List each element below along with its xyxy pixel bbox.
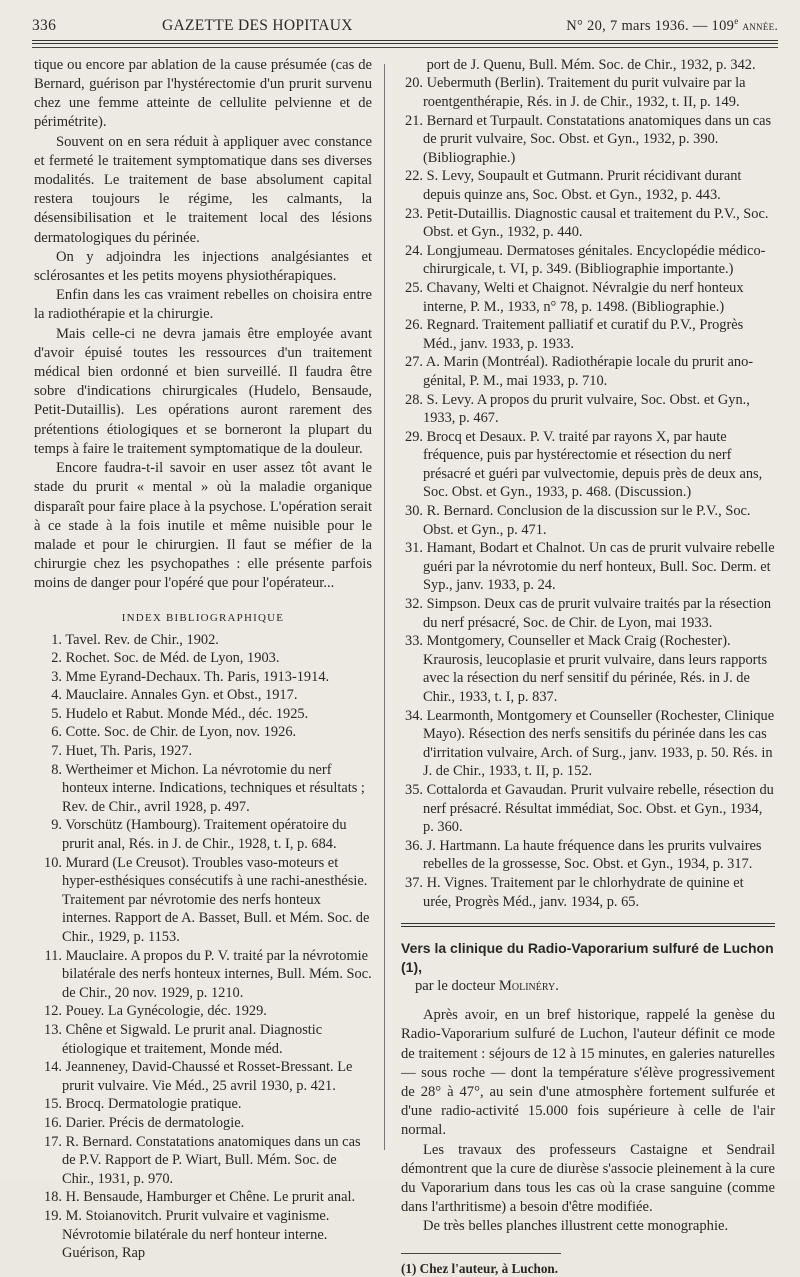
reference-item <box>34 668 372 687</box>
reference-number: 23. <box>405 205 423 222</box>
reference-text: Wertheimer et Michon. La névrotomie du nerf honteux interne. Indications, techniques et résultats ; Rev. de Chir., avril 1928, p. 497. <box>62 761 365 815</box>
reference-number: 12. <box>44 1003 62 1020</box>
reference-text: Huet, Th. Paris, 1927. <box>65 743 193 760</box>
header-double-rule <box>32 40 778 44</box>
reference-text: Petit-Dutaillis. Diagnostic causal et traitement du P.V., Soc. Obst. et Gyn., 1932, p. 440. <box>423 205 769 241</box>
reference-text: Tavel. Rev. de Chir., 1902. <box>65 631 219 648</box>
reference-item <box>34 816 372 853</box>
paragraph: Après avoir, en un bref historique, rappelé la genèse du Radio-Vaporarium sulfuré de Luchon, l'auteur définit ce mode de traitement : séjours de 12 à 15 minutes, en galeries naturelles — sous roche — dont la température s'élève progressivement de 28° à 47°, au sein d'une atmosphère fortement sulfurée et d'une radio-activité 15.000 fois supérieure à celle de l'air normal. <box>401 1007 775 1139</box>
reference-item <box>401 837 775 874</box>
reference-number: 37. <box>405 874 423 891</box>
reference-text: Murard (Le Creusot). Troubles vaso-moteurs et hyper-esthésiques consécutifs à une rachi-anesthésie. Traitement par névrotomie des nerfs honteux internes. Rapport de A. Basset, Bull. et Mém. Soc. de Chir., 1929, p. 1153. <box>62 854 370 946</box>
reference-number: 16. <box>44 1114 62 1131</box>
reference-number: 7. <box>51 743 62 760</box>
reference-number: 18. <box>44 1189 62 1206</box>
article-author <box>401 977 775 996</box>
left-column <box>32 56 384 1262</box>
footnote-rule <box>401 1253 561 1254</box>
reference-number: 5. <box>51 705 62 722</box>
reference-number: 3. <box>51 668 62 685</box>
reference-number: 4. <box>51 687 62 704</box>
issue-year-word: année. <box>742 17 778 33</box>
reference-item <box>401 632 775 706</box>
reference-number: 13. <box>44 1021 62 1038</box>
reference-text: Brocq et Desaux. P. V. traité par rayons X, par haute fréquence, puis par hystérectomie et résection du nerf présacré et guéri par vulvectomie, depuis près de deux ans, Soc. Obst. et Gyn., 1933, p. 468. (Discussion.) <box>423 428 763 501</box>
reference-text: R. Bernard. Constatations anatomiques dans un cas de P.V. Rapport de P. Wiart, Bull. Mém. Soc. de Chir., 1931, p. 970. <box>62 1133 361 1187</box>
reference-item <box>34 947 372 1003</box>
reference-number: 10. <box>44 854 62 871</box>
reference-item <box>401 353 775 390</box>
paragraph: Enfin dans les cas vraiment rebelles on choisira entre la radiothérapie et la chirurgie. <box>34 287 372 323</box>
reference-number: 26. <box>405 317 423 334</box>
author-prefix: par le docteur <box>415 978 496 995</box>
reference-item <box>34 742 372 761</box>
reference-number: 35. <box>405 781 423 798</box>
right-column <box>385 56 775 1276</box>
reference-item <box>401 707 775 781</box>
reference-number: 1. <box>51 631 62 648</box>
reference-text: A. Marin (Montréal). Radiothérapie locale du prurit ano-génital, P. M., mai 1933, p. 710. <box>423 354 754 389</box>
reference-item <box>34 1207 372 1263</box>
reference-text: Jeanneney, David-Chaussé et Rosset-Bressant. Le prurit vulvaire. Vie Méd., 25 avril 1930, p. 421. <box>62 1059 353 1094</box>
article-separator <box>401 923 775 927</box>
reference-number: 28. <box>405 391 423 408</box>
page-header <box>32 16 778 38</box>
reference-item <box>401 74 775 111</box>
reference-text: Mauclaire. Annales Gyn. et Obst., 1917. <box>65 687 298 704</box>
reference-item <box>401 391 775 428</box>
reference-item <box>401 56 775 75</box>
reference-number: 25. <box>405 279 423 296</box>
paragraph: De très belles planches illustrent cette monographie. <box>423 1218 729 1235</box>
reference-item <box>34 631 372 650</box>
reference-text: H. Vignes. Traitement par le chlorhydrate de quinine et urée, Progrès Méd., janv. 1934, p. 65. <box>423 874 744 910</box>
reference-text: S. Levy, Soupault et Gutmann. Prurit récidivant durant depuis quinze ans, Soc. Obst. et Gyn., 1932, p. 443. <box>423 168 742 203</box>
reference-text: Cottalorda et Gavaudan. Prurit vulvaire rebelle, résection du nerf présacré. Résultat immédiat, Soc. Obst. et Gyn., 1934, p. 360. <box>423 781 774 836</box>
reference-item <box>34 1114 372 1133</box>
paragraph: On y adjoindra les injections analgésiantes et sclérosantes et les petits moyens physiothérapiques. <box>34 248 372 285</box>
reference-text: S. Levy. A propos du prurit vulvaire, Soc. Obst. et Gyn., 1933, p. 467. <box>423 391 750 427</box>
reference-number: 30. <box>405 503 423 520</box>
reference-item <box>401 279 775 316</box>
reference-item <box>401 781 775 837</box>
reference-item <box>34 1058 372 1095</box>
paragraph: Souvent on en sera réduit à appliquer avec constance et fermeté le traitement symptomatique dans ses diverses modalités. Le traitement de base absolument capital restera toujours le régime, les calmants, la désensibilisation et le traitement local des lésions dermatologiques du périnée. <box>34 133 372 246</box>
issue-line <box>566 16 778 35</box>
reference-text: Montgomery, Counseller et Mack Craig (Rochester). Kraurosis, leucoplasie et prurit vulvaire, dans leurs rapports avec la résection du nerf sensitif du périnée, Rés. in J. de Chir., 1933, t. I, p. 837. <box>423 633 768 706</box>
reference-number: 36. <box>405 837 423 854</box>
reference-text: Chavany, Welti et Chaignot. Névralgie du nerf honteux interne, P. M., 1933, n° 78, p. 1498. (Bibliographie.) <box>423 279 744 315</box>
reference-text: Bernard et Turpault. Constatations anatomiques dans un cas de prurit vulvaire, Soc. Obst. et Gyn., 1932, p. 390. (Bibliographie.) <box>423 112 772 166</box>
reference-text: Mme Eyrand-Dechaux. Th. Paris, 1913-1914. <box>65 668 330 685</box>
reference-number: 21. <box>405 112 423 129</box>
reference-text: Chêne et Sigwald. Le prurit anal. Diagnostic étiologique et traitement, Monde méd. <box>62 1021 323 1057</box>
reference-number: 32. <box>405 596 423 613</box>
reference-text: Uebermuth (Berlin). Traitement du purit vulvaire par la roentgenthérapie, Rés. in J. de Chir., 1932, t. II, p. 149. <box>423 75 746 111</box>
reference-text: Longjumeau. Dermatoses génitales. Encyclopédie médico-chirurgicale, t. VI, p. 349. (Bibliographie importante.) <box>423 242 766 278</box>
reference-item <box>34 854 372 947</box>
reference-text: Vorschütz (Hambourg). Traitement opératoire du prurit anal, Rés. in J. de Chir., 1928, t. I, p. 684. <box>62 817 347 853</box>
reference-number: 9. <box>51 817 62 834</box>
paragraph: Les travaux des professeurs Castaigne et Sendrail démontrent que la cure de diurèse s'associe pleinement à la cure du Vaporarium dans tous les cas où la crase sanguine (comme dans l'arthritisme) a besoin d'être modifiée. <box>401 1141 775 1216</box>
article-title: Vers la clinique du Radio-Vaporarium sulfuré de Luchon (1), <box>401 940 774 976</box>
reference-item <box>401 316 775 353</box>
reference-text: Cotte. Soc. de Chir. de Lyon, nov. 1926. <box>65 724 297 741</box>
reference-text: Darier. Précis de dermatologie. <box>65 1114 245 1131</box>
reference-item <box>401 595 775 632</box>
reference-text: Hamant, Bodart et Chalnot. Un cas de prurit vulvaire rebelle guéri par la névrotomie du nerf honteux, Bull. Soc. Derm. et Syp., janv. 1933, p. 24. <box>423 540 775 594</box>
reference-item <box>401 167 775 204</box>
reference-item <box>34 723 372 742</box>
reference-text: H. Bensaude, Hamburger et Chêne. Le prurit anal. <box>65 1189 356 1206</box>
author-name: Molinéry. <box>498 978 559 995</box>
reference-number: 22. <box>405 168 423 185</box>
reference-text: Regnard. Traitement palliatif et curatif du P.V., Progrès Méd., janv. 1933, p. 1933. <box>423 317 744 352</box>
reference-number: 14. <box>44 1059 62 1076</box>
reference-text: R. Bernard. Conclusion de la discussion sur le P.V., Soc. Obst. et Gyn., p. 471. <box>423 503 751 538</box>
reference-text: Brocq. Dermatologie pratique. <box>65 1096 242 1113</box>
reference-item <box>34 705 372 724</box>
reference-item <box>34 686 372 705</box>
reference-text: Rochet. Soc. de Méd. de Lyon, 1903. <box>65 650 280 667</box>
reference-item <box>401 112 775 168</box>
paragraph: tique ou encore par ablation de la cause présumée (cas de Bernard, guérison par l'hystérectomie d'un prurit survenu chez une femme atteinte de cellulite pelvienne et de périmétrite). <box>34 56 372 131</box>
reference-number: 33. <box>405 633 423 650</box>
reference-number: 15. <box>44 1096 62 1113</box>
reference-item <box>34 1188 372 1207</box>
reference-text: Mauclaire. A propos du P. V. traité par la névrotomie bilatérale des nerfs honteux internes, Bull. Mém. Soc. de Chir., 20 nov. 1929, p. 1210. <box>62 947 372 1001</box>
reference-number: 34. <box>405 707 423 724</box>
reference-number: 19. <box>44 1207 62 1224</box>
paragraph: Mais celle-ci ne devra jamais être employée avant d'avoir épuisé toutes les ressources d'un traitement médical bien ordonné et bien surveillé. Il faudra être sobre d'indications chirurgicales (Hudelo, Bensaude, Petit-Dutaillis). Les opérations auront rarement des prétentions étiologiques et se borneront la plupart du temps à faire le traitement symptomatique de la douleur. <box>34 325 372 457</box>
reference-item <box>401 242 775 279</box>
paragraph: Encore faudra-t-il savoir en user assez tôt avant le stade du prurit « mental » où la maladie organique disparaît pour faire place à la psychose. L'opération serait à ce stade à la fois inutile et même nuisible pour le malade et pour le chirurgien. Il faut se méfier de la chirurgie chez les psychopathes : elle présente parfois moins de danger pour l'opéré que pour l'opérateur... <box>34 460 372 592</box>
reference-item <box>34 761 372 817</box>
issue-number-date: N° 20, 7 mars 1936. — 109 <box>566 17 735 34</box>
journal-title: GAZETTE DES HOPITAUX <box>162 16 353 34</box>
reference-item <box>401 502 775 539</box>
header-thin-rule <box>32 47 778 48</box>
bibliography-list-left <box>34 631 372 1263</box>
reference-number: 20. <box>405 75 423 92</box>
reference-number: 27. <box>405 354 423 371</box>
page-number: 336 <box>32 16 57 34</box>
reference-item <box>401 428 775 502</box>
reference-number: 29. <box>405 428 423 445</box>
reference-number: 11. <box>44 947 62 964</box>
reference-text: J. Hartmann. La haute fréquence dans les prurits vulvaires rebelles de la grossesse, Soc. Obst. et Gyn., 1934, p. 317. <box>423 837 762 873</box>
reference-number: 17. <box>44 1133 62 1150</box>
reference-item <box>401 539 775 595</box>
reference-text: M. Stoianovitch. Prurit vulvaire et vaginisme. Névrotomie bilatérale du nerf honteur interne. Guérison, Rap <box>62 1207 330 1262</box>
reference-text: Hudelo et Rabut. Monde Méd., déc. 1925. <box>65 705 309 722</box>
reference-item <box>401 205 775 242</box>
issue-superscript: e <box>734 16 739 26</box>
two-column-body <box>32 56 778 1276</box>
index-heading: INDEX BIBLIOGRAPHIQUE <box>121 611 285 624</box>
reference-number: 8. <box>51 761 62 778</box>
reference-item <box>34 1002 372 1021</box>
reference-number: 6. <box>51 724 62 741</box>
reference-item <box>34 1021 372 1058</box>
reference-item <box>401 874 775 911</box>
reference-item <box>34 649 372 668</box>
reference-text: Simpson. Deux cas de prurit vulvaire traités par la résection du nerf présacré, Soc. de Chir. de Lyon, mai 1933. <box>423 596 772 631</box>
reference-number: 31. <box>405 540 423 557</box>
bibliography-list-right <box>401 56 775 911</box>
reference-text: Learmonth, Montgomery et Counseller (Rochester, Clinique Mayo). Résection des nerfs sensitifs du périnée dans les cas d'irritation vulvaire, Arch. of Surg., janv. 1933, p. 50. Rés. in J. de Chir., 1933, t. II, p. 152. <box>423 707 775 780</box>
footnote: (1) Chez l'auteur, à Luchon. <box>401 1260 559 1276</box>
reference-number: 2. <box>51 650 62 667</box>
reference-item <box>34 1095 372 1114</box>
reference-number: 24. <box>405 242 423 259</box>
reference-text: port de J. Quenu, Bull. Mém. Soc. de Chir., 1932, p. 342. <box>426 56 756 73</box>
reference-text: Pouey. La Gynécologie, déc. 1929. <box>65 1003 267 1020</box>
